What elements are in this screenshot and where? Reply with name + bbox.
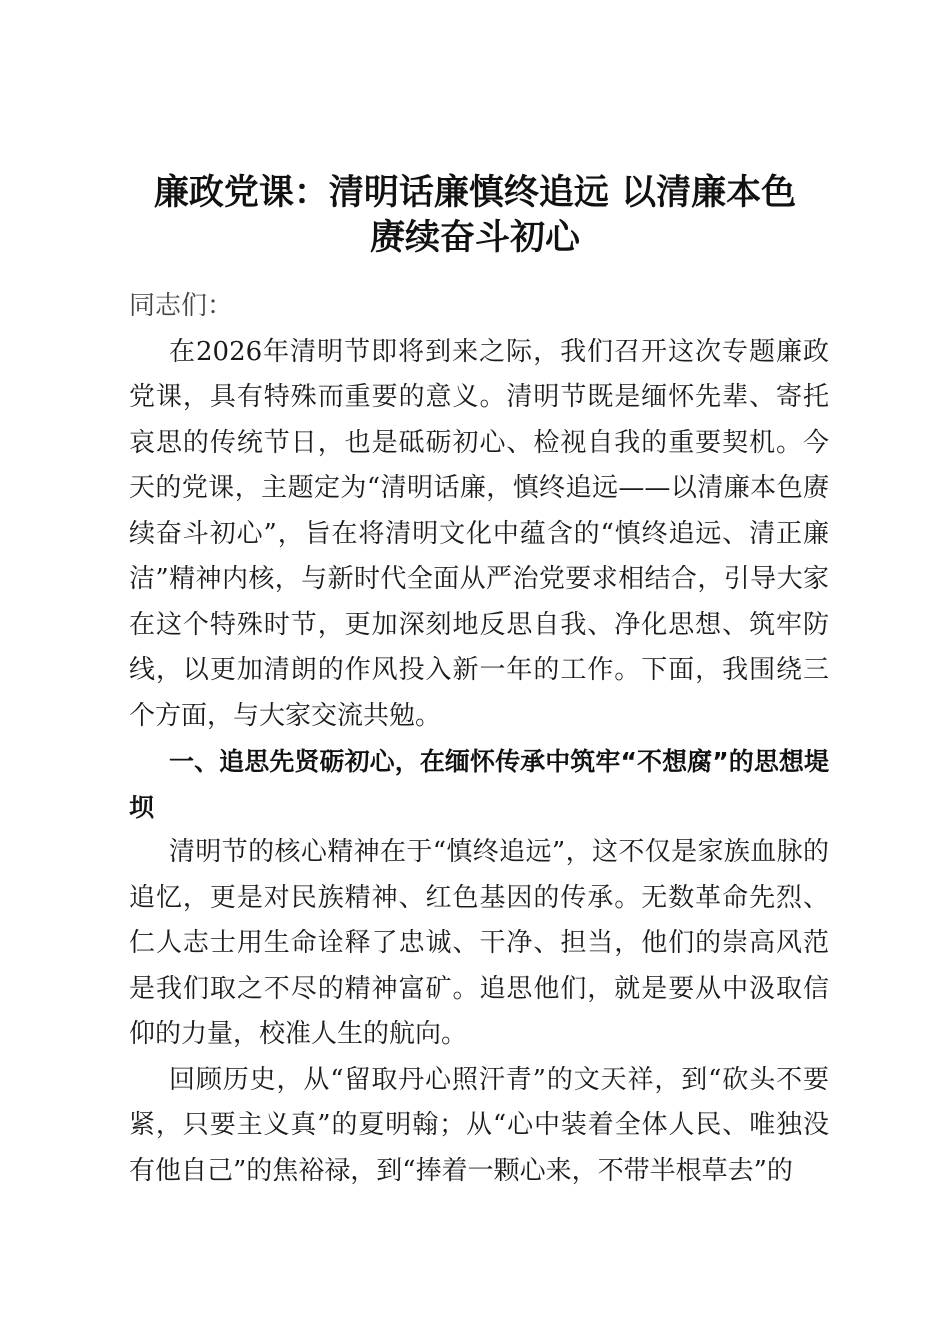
salutation: 同志们：	[129, 291, 234, 321]
section-1-paragraph-1: 清明节的核心精神在于“慎终追远”，这不仅是家族血脉的追忆，更是对民族精神、红色基因的传承。无数革命先烈、仁人志士用生命诠释了忠诚、干净、担当，他们的崇高风范是我们取之不尽的精神富矿。追思他们，就是要从中汲取信仰的力量，校准人生的航向。	[129, 837, 829, 1049]
intro-paragraph: 在2026年清明节即将到来之际，我们召开这次专题廉政党课，具有特殊而重要的意义。清明节既是缅怀先辈、寄托哀思的传统节日，也是砥砺初心、检视自我的重要契机。今天的党课，主题定为“清明话廉，慎终追远——以清廉本色赓续奋斗初心”，旨在将清明文化中蕴含的“慎终追远、清正廉洁”精神内核，与新时代全面从严治党要求相结合，引导大家在这个特殊时节，更加深刻地反思自我、净化思想、筑牢防线，以更加清朗的作风投入新一年的工作。下面，我围绕三个方面，与大家交流共勉。	[129, 336, 829, 731]
section-1-heading: 一、追思先贤砺初心，在缅怀传承中筑牢“不想腐”的思想堤坝	[129, 747, 829, 822]
document-body	[129, 284, 829, 1194]
section-1-paragraph-2: 回顾历史，从“留取丹心照汗青”的文天祥，到“砍头不要紧，只要主义真”的夏明翰；从“心中装着全体人民、唯独没有他自己”的焦裕禄，到“捧着一颗心来，不带半根草去”的	[129, 1064, 829, 1186]
document-title-line-1: 廉政党课：清明话廉慎终追远 以清廉本色	[153, 173, 797, 213]
document-title-line-2: 赓续奋斗初心	[369, 218, 580, 258]
